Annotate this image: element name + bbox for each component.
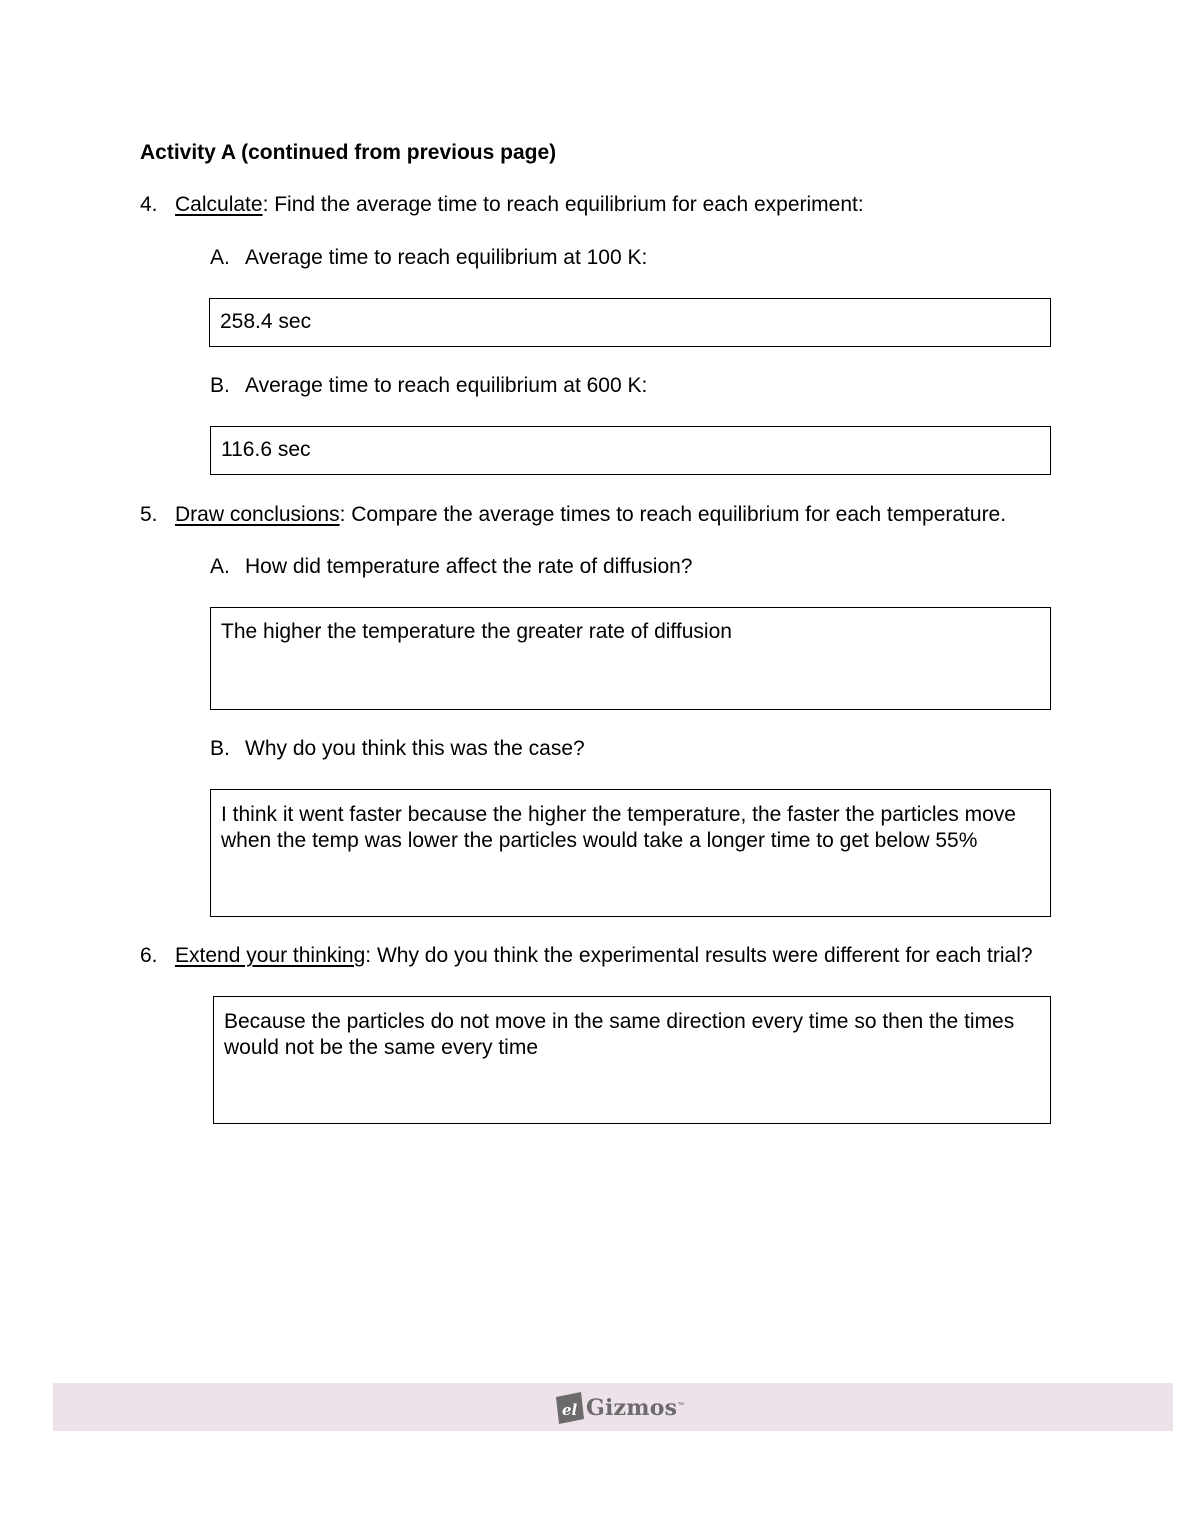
q4a-prompt: Average time to reach equilibrium at 100 K:	[245, 246, 648, 269]
q6-text: : Why do you think the experimental results were different for each trial?	[365, 944, 1033, 967]
q4a-letter: A.	[210, 246, 230, 269]
gizmos-brand-text: Gizmos	[586, 1395, 678, 1421]
q4b-letter: B.	[210, 374, 230, 397]
q5a-letter: A.	[210, 555, 230, 578]
q4b-answer-box[interactable]	[210, 426, 1051, 475]
gizmos-logo	[553, 1390, 684, 1426]
q5a-prompt: How did temperature affect the rate of diffusion?	[245, 555, 693, 578]
q4a-answer-box[interactable]	[209, 298, 1051, 347]
q4-keyword: Calculate	[175, 193, 263, 216]
q4-prompt	[175, 192, 864, 218]
q5a-answer: The higher the temperature the greater rate of diffusion	[221, 620, 732, 643]
q6-answer: Because the particles do not move in the same direction every time so then the times would not be the same every time	[224, 1010, 1021, 1059]
q5b-answer-box[interactable]	[210, 789, 1051, 917]
q5b-answer: I think it went faster because the higher the temperature, the faster the particles move when the temp was lower the particles would take a longer time to get below 55%	[221, 803, 1022, 852]
q6-keyword: Extend your thinking	[175, 944, 366, 967]
q6-prompt	[175, 943, 1033, 969]
q5a-answer-box[interactable]	[210, 607, 1051, 710]
q6-number: 6.	[140, 944, 158, 967]
q4b-answer: 116.6 sec	[221, 438, 311, 461]
page-heading: Activity A (continued from previous page)	[140, 141, 557, 164]
gizmos-mark-icon	[553, 1391, 585, 1425]
q4b-prompt: Average time to reach equilibrium at 600 K:	[245, 374, 648, 397]
q6-answer-box[interactable]	[213, 996, 1051, 1124]
q5-number: 5.	[140, 503, 158, 526]
gizmos-trademark: ™	[677, 1402, 685, 1409]
q5b-prompt: Why do you think this was the case?	[245, 737, 585, 760]
q4-number: 4.	[140, 193, 158, 216]
q5-keyword: Draw conclusions	[175, 503, 340, 526]
q4-text: : Find the average time to reach equilibrium for each experiment:	[262, 193, 864, 216]
q4a-answer: 258.4 sec	[220, 310, 312, 333]
gizmos-mark-text: el	[562, 1401, 578, 1419]
q5b-letter: B.	[210, 737, 230, 760]
q5-prompt	[175, 502, 1006, 528]
q5-text: : Compare the average times to reach equilibrium for each temperature.	[339, 503, 1007, 526]
